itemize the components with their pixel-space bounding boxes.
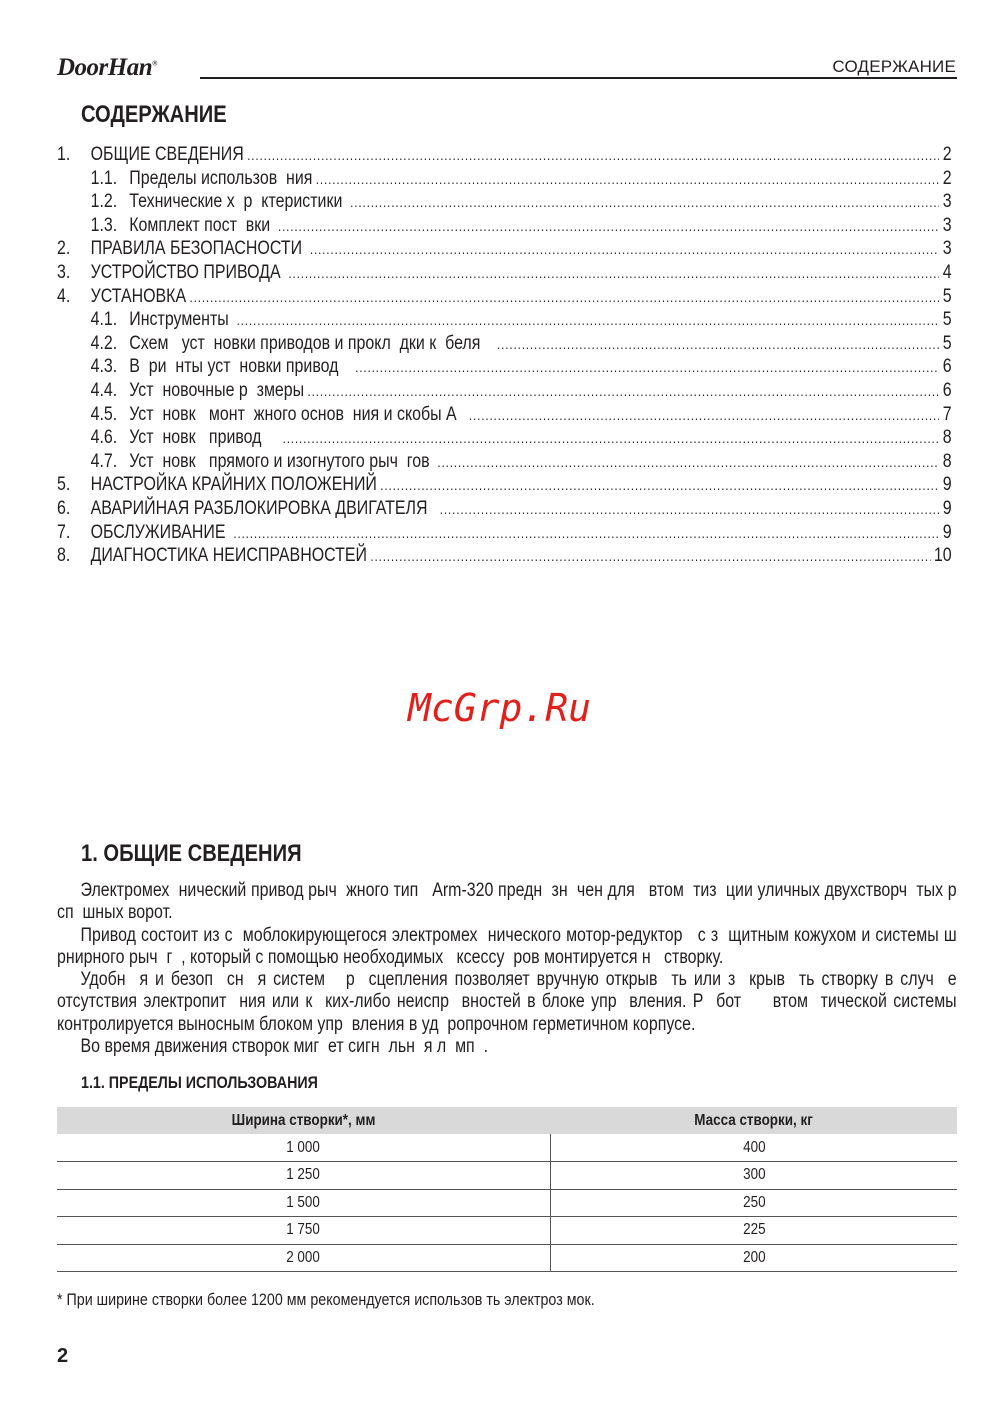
dot-leader xyxy=(247,147,939,163)
toc-text: Уст новк монт жного основ ния и скобы А xyxy=(129,403,466,425)
toc-text: В ри нты уст новки привод xyxy=(129,356,352,378)
page-number: 2 xyxy=(57,1345,69,1367)
toc-page: 2 xyxy=(942,167,952,189)
toc-text: УСТРОЙСТВО ПРИВОДА xyxy=(90,261,286,283)
dot-leader xyxy=(189,289,939,305)
header-rule xyxy=(200,77,957,79)
table-row xyxy=(57,1244,957,1272)
toc-entry[interactable] xyxy=(57,309,952,333)
mass-cell: 400 xyxy=(550,1134,957,1162)
dot-leader xyxy=(316,171,940,187)
dot-leader xyxy=(355,359,939,375)
toc-number: 5. xyxy=(57,474,71,496)
toc-entry[interactable] xyxy=(57,144,952,168)
toc-number: 1.3. xyxy=(90,214,118,236)
dot-leader xyxy=(278,218,939,234)
table-row xyxy=(57,1134,957,1162)
toc-page: 5 xyxy=(942,285,952,307)
paragraph: Электромех нический привод рыч жного тип Arm-320 предн зн чен для втом тиз ции уличных двухстворч тых р сп шных ворот. xyxy=(57,880,966,924)
dot-leader xyxy=(308,383,940,399)
toc-entry[interactable] xyxy=(57,522,952,546)
mass-cell: 250 xyxy=(550,1189,957,1217)
dot-leader xyxy=(380,477,939,493)
column-header: Масса створки, кг xyxy=(550,1107,957,1134)
toc-title: СОДЕРЖАНИЕ xyxy=(81,101,227,128)
toc-entry[interactable] xyxy=(57,168,952,192)
toc-text: Схем уст новки приводов и прокл дки к беля xyxy=(129,332,494,354)
dot-leader xyxy=(440,501,940,517)
toc-text: ДИАГНОСТИКА НЕИСПРАВНОСТЕЙ xyxy=(90,545,368,567)
toc-page: 3 xyxy=(942,238,952,260)
toc-page: 8 xyxy=(942,450,952,472)
toc-text: УСТАНОВКА xyxy=(90,285,187,307)
toc-text: Инструменты xyxy=(129,309,234,331)
dot-leader xyxy=(283,430,940,446)
dot-leader xyxy=(469,407,939,423)
toc-number: 4.6. xyxy=(90,427,118,449)
toc-number: 4.7. xyxy=(90,450,118,472)
width-cell: 1 000 xyxy=(57,1134,550,1162)
toc-number: 4. xyxy=(57,285,71,307)
dot-leader xyxy=(233,525,939,541)
toc-entry[interactable] xyxy=(57,427,952,451)
toc-page: 3 xyxy=(942,214,952,236)
dot-leader xyxy=(237,312,940,328)
dot-leader xyxy=(437,454,939,470)
toc-entry[interactable] xyxy=(57,498,952,522)
footnote: * При ширине створки более 1200 мм рекомендуется использов ть электроз мок. xyxy=(57,1290,595,1309)
dot-leader xyxy=(288,265,939,281)
toc-entry[interactable] xyxy=(57,333,952,357)
toc-text: Уст новк привод xyxy=(129,427,280,449)
toc-number: 4.3. xyxy=(90,356,118,378)
toc-entry[interactable] xyxy=(57,451,952,475)
toc-text: ОБЩИЕ СВЕДЕНИЯ xyxy=(90,144,244,165)
toc-entry[interactable] xyxy=(57,262,952,286)
toc-page: 5 xyxy=(942,309,952,331)
toc-page: 7 xyxy=(942,403,952,425)
toc-page: 8 xyxy=(942,427,952,449)
paragraph: Привод состоит из с моблокирующегося электромех нического мотор-редуктор с з щитным кожухом и системы ш рнирного рыч г , который с помощью необходимых ксессу ров монтируется н створку. xyxy=(57,924,966,968)
toc-text: АВАРИЙНАЯ РАЗБЛОКИРОВКА ДВИГАТЕЛЯ xyxy=(90,497,437,519)
toc-page: 9 xyxy=(942,521,952,543)
paragraph: Удобн я и безоп сн я систем р сцепления позволяет вручную открыв ть или з крыв ть створку в случ е отсутствия электропит ния или к ких-либо неиспр вностей в блоке упр вления. Р бот втом тической системы контролируется выносным блоком упр вления в уд ропрочном герметичном корпусе. xyxy=(57,969,962,1035)
toc-number: 4.4. xyxy=(90,379,118,401)
running-header: СОДЕРЖАНИЕ xyxy=(832,57,956,76)
toc-page: 5 xyxy=(942,332,952,354)
table-row xyxy=(57,1217,957,1245)
toc-text: ПРАВИЛА БЕЗОПАСНОСТИ xyxy=(90,238,307,260)
toc-page: 3 xyxy=(942,191,952,213)
toc-text: НАСТРОЙКА КРАЙНИХ ПОЛОЖЕНИЙ xyxy=(90,474,377,496)
table-of-contents xyxy=(57,144,952,569)
dot-leader xyxy=(310,241,940,257)
toc-number: 8. xyxy=(57,545,71,567)
toc-entry[interactable] xyxy=(57,286,952,310)
toc-number: 6. xyxy=(57,497,71,519)
section-title: 1. ОБЩИЕ СВЕДЕНИЯ xyxy=(81,840,302,867)
toc-entry[interactable] xyxy=(57,238,952,262)
paragraph: Во время движения створок миг ет сигн льн я л мп . xyxy=(80,1036,489,1058)
toc-entry[interactable] xyxy=(57,215,952,239)
toc-entry[interactable] xyxy=(57,356,952,380)
toc-number: 4.1. xyxy=(90,309,118,331)
usage-limits-table xyxy=(57,1107,957,1272)
toc-number: 4.2. xyxy=(90,332,118,354)
toc-number: 1. xyxy=(57,144,71,165)
toc-number: 3. xyxy=(57,261,71,283)
table-row xyxy=(57,1162,957,1190)
toc-text: ОБСЛУЖИВАНИЕ xyxy=(90,521,230,543)
dot-leader xyxy=(350,194,939,210)
toc-number: 2. xyxy=(57,238,71,260)
doorhan-logo: DoorHan® xyxy=(57,54,157,81)
mass-cell: 300 xyxy=(550,1162,957,1190)
toc-text: Уст новочные р змеры xyxy=(129,379,305,401)
toc-entry[interactable] xyxy=(57,545,952,569)
width-cell: 2 000 xyxy=(57,1244,550,1272)
width-cell: 1 750 xyxy=(57,1217,550,1245)
toc-text: Уст новк прямого и изогнутого рыч гов xyxy=(129,450,435,472)
dot-leader xyxy=(497,336,939,352)
toc-page: 4 xyxy=(942,261,952,283)
toc-number: 7. xyxy=(57,521,71,543)
toc-page: 6 xyxy=(942,356,952,378)
width-cell: 1 250 xyxy=(57,1162,550,1190)
toc-page: 9 xyxy=(942,497,952,519)
toc-page: 10 xyxy=(933,545,952,567)
mass-cell: 200 xyxy=(550,1244,957,1272)
toc-page: 2 xyxy=(942,144,952,165)
toc-number: 4.5. xyxy=(90,403,118,425)
toc-number: 1.1. xyxy=(90,167,118,189)
toc-page: 6 xyxy=(942,379,952,401)
toc-text: Технические х р ктеристики xyxy=(129,191,347,213)
dot-leader xyxy=(370,548,930,564)
width-cell: 1 500 xyxy=(57,1189,550,1217)
toc-entry[interactable] xyxy=(57,380,952,404)
section-body xyxy=(57,880,966,1058)
watermark: McGrp.Ru xyxy=(408,686,592,730)
toc-page: 9 xyxy=(942,474,952,496)
toc-text: Комплект пост вки xyxy=(129,214,275,236)
subsection-title: 1.1. ПРЕДЕЛЫ ИСПОЛЬЗОВАНИЯ xyxy=(81,1073,318,1092)
toc-number: 1.2. xyxy=(90,191,118,213)
column-header: Ширина створки*, мм xyxy=(57,1107,550,1134)
toc-entry[interactable] xyxy=(57,474,952,498)
toc-text: Пределы использов ния xyxy=(129,167,313,189)
mass-cell: 225 xyxy=(550,1217,957,1245)
toc-entry[interactable] xyxy=(57,404,952,428)
toc-entry[interactable] xyxy=(57,191,952,215)
table-row xyxy=(57,1189,957,1217)
